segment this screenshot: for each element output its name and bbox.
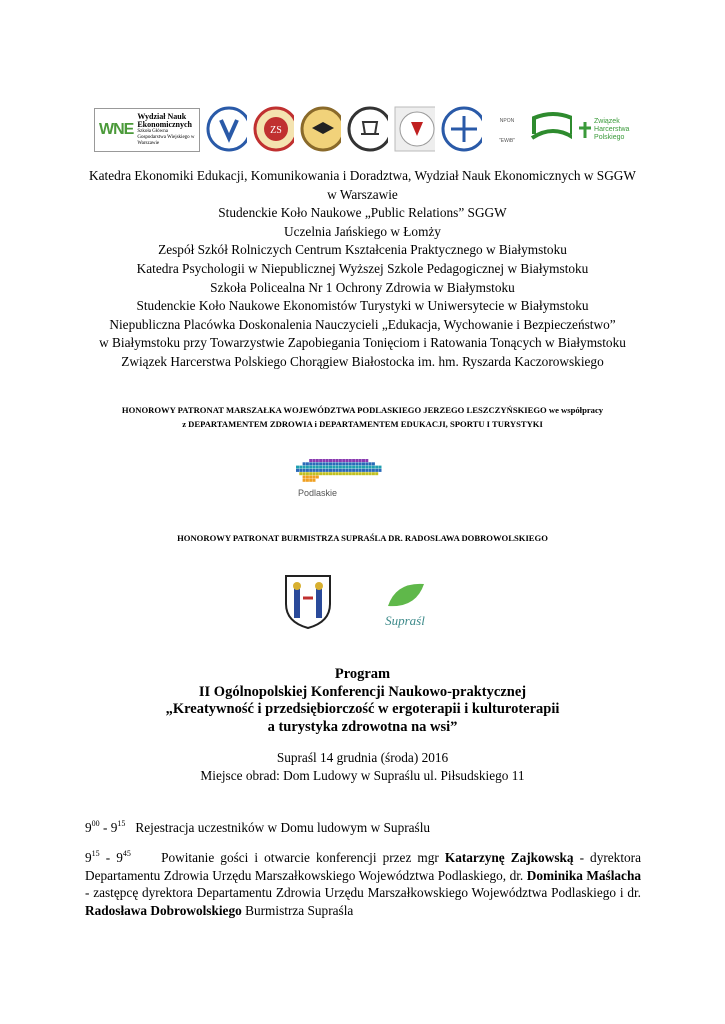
- patronage-marshal-line1: HONOROWY PATRONAT MARSZAŁKA WOJEWÓDZTWA PODLASKIEGO JERZEGO LESZCZYŃSKIEGO we współpracy: [121, 405, 604, 415]
- patronage-marshal: [60, 403, 665, 431]
- suprasl-logo: [376, 578, 434, 628]
- wne-logo: [94, 108, 200, 152]
- seal-logo-3: [300, 104, 341, 156]
- wne-logo-mark: WNE: [99, 121, 134, 138]
- program-heading: [60, 666, 665, 736]
- organizer-line: Studenckie Koło Naukowe Ekonomistów Turystyki w Uniwersytecie w Białymstoku: [136, 298, 589, 314]
- wne-logo-subtext: Szkoła Główna Gospodarstwa Wiejskiego w Warszawie: [137, 129, 195, 146]
- organizer-line: Zespół Szkół Rolniczych Centrum Kształcenia Praktycznego w Białymstoku: [158, 242, 567, 258]
- wne-logo-text: Wydział Nauk Ekonomicznych: [137, 112, 192, 129]
- schedule-time: $9^{15} - 9^{45}$: [85, 849, 131, 865]
- suprasl-logo-text: Supraśl: [385, 613, 425, 628]
- book-logo: [528, 104, 572, 156]
- organizer-line: w Białymstoku przy Towarzystwie Zapobiegania Tonięciom i Ratowania Tonących w Białymstoku: [99, 335, 626, 351]
- schedule-item: [85, 849, 641, 919]
- organizer-line: Katedra Ekonomiki Edukacji, Komunikowania i Doradztwa, Wydział Nauk Ekonomicznych w SGGW: [89, 168, 636, 183]
- patronage-mayor: HONOROWY PATRONAT BURMISTRZA SUPRAŚLA DR. RADOSLAWA DOBROWOLSKIEGO: [177, 533, 548, 543]
- organizers-list: [60, 167, 665, 372]
- organizer-line: Niepubliczna Placówka Doskonalenia Nauczycieli „Edukacja, Wychowanie i Bezpieczeństwo”: [109, 316, 616, 332]
- conference-theme-line2: a turystyka zdrowotna na wsi”: [267, 718, 458, 735]
- conference-name: II Ogólnopolskiej Konferencji Naukowo-praktycznej: [198, 683, 527, 700]
- seal-logo-5: [394, 104, 435, 156]
- logos-row: [94, 100, 634, 160]
- suprasl-coat-of-arms: [283, 574, 333, 630]
- seal-logo-7: [488, 104, 522, 156]
- seal-logo-6: [441, 104, 482, 156]
- svg-text:ZS: ZS: [270, 125, 282, 136]
- patronage-marshal-line2: z DEPARTAMENTEM ZDROWIA i DEPARTAMENTEM EDUKACJI, SPORTU I TURYSTYKI: [182, 419, 543, 429]
- seal-logo-2: [253, 104, 294, 156]
- seal-logo-4: [347, 104, 388, 156]
- conference-date: Supraśl 14 grudnia (środa) 2016: [276, 750, 449, 765]
- schedule-text: Rejestracja uczestników w Domu ludowym w Supraślu: [135, 820, 431, 835]
- seal-logo-1: [206, 104, 247, 156]
- zhp-cross-icon: [578, 121, 592, 139]
- speaker-name: Radosława Dobrowolskiego: [85, 902, 242, 918]
- suprasl-leaf-icon: [376, 578, 434, 612]
- program-title: Program: [334, 666, 391, 682]
- speaker-name: Dominika Maślacha: [526, 867, 642, 883]
- organizer-line: Studenckie Koło Naukowe „Public Relations” SGGW: [218, 205, 507, 221]
- schedule-time: $9^{00} - 9^{15}$: [85, 819, 126, 835]
- organizer-line: w Warszawie: [327, 186, 398, 202]
- svg-text:"EWiB": "EWiB": [498, 138, 515, 144]
- conference-place: Miejsce obrad: Dom Ludowy w Supraślu ul. Piłsudskiego 11: [200, 768, 525, 783]
- speaker-name: Katarzynę Zajkowską: [444, 850, 574, 865]
- podlaskie-logo: [282, 455, 392, 517]
- schedule-text: Powitanie gości i otwarcie konferencji przez mgr Katarzynę Zajkowską - dyrektora Departamentu Zdrowia Urzędu Marszałkowskiego Województwa Podlaskiego, dr. Dominika Maślacha - zastępcę dyrektora Departamentu Zdrowia Urzędu Marszałkowskiego Województwa Podlaskiego i dr. Radosława Dobrowolskiego Burmistrza Supraśla: [85, 850, 642, 918]
- conference-theme-line1: „Kreatywność i przedsiębiorczość w ergoterapii i kulturoterapii: [165, 701, 560, 717]
- podlaskie-logo-text: Podlaskie: [298, 488, 338, 498]
- schedule-item: [85, 819, 641, 837]
- zhp-logo-text: Związek Harcerstwa Polskiego: [594, 118, 630, 141]
- organizer-line: Szkoła Policealna Nr 1 Ochrony Zdrowia w Białymstoku: [210, 279, 515, 295]
- organizer-line: Związek Harcerstwa Polskiego Chorągiew Białostocka im. hm. Ryszarda Kaczorowskiego: [121, 353, 604, 369]
- organizer-line: Uczelnia Jańskiego w Łomży: [284, 223, 441, 239]
- svg-text:NPON: NPON: [499, 118, 514, 124]
- venue-info: [60, 749, 665, 785]
- organizer-line: Katedra Psychologii w Niepublicznej Wyższej Szkole Pedagogicznej w Białymstoku: [136, 260, 589, 276]
- zhp-logo: [578, 104, 634, 156]
